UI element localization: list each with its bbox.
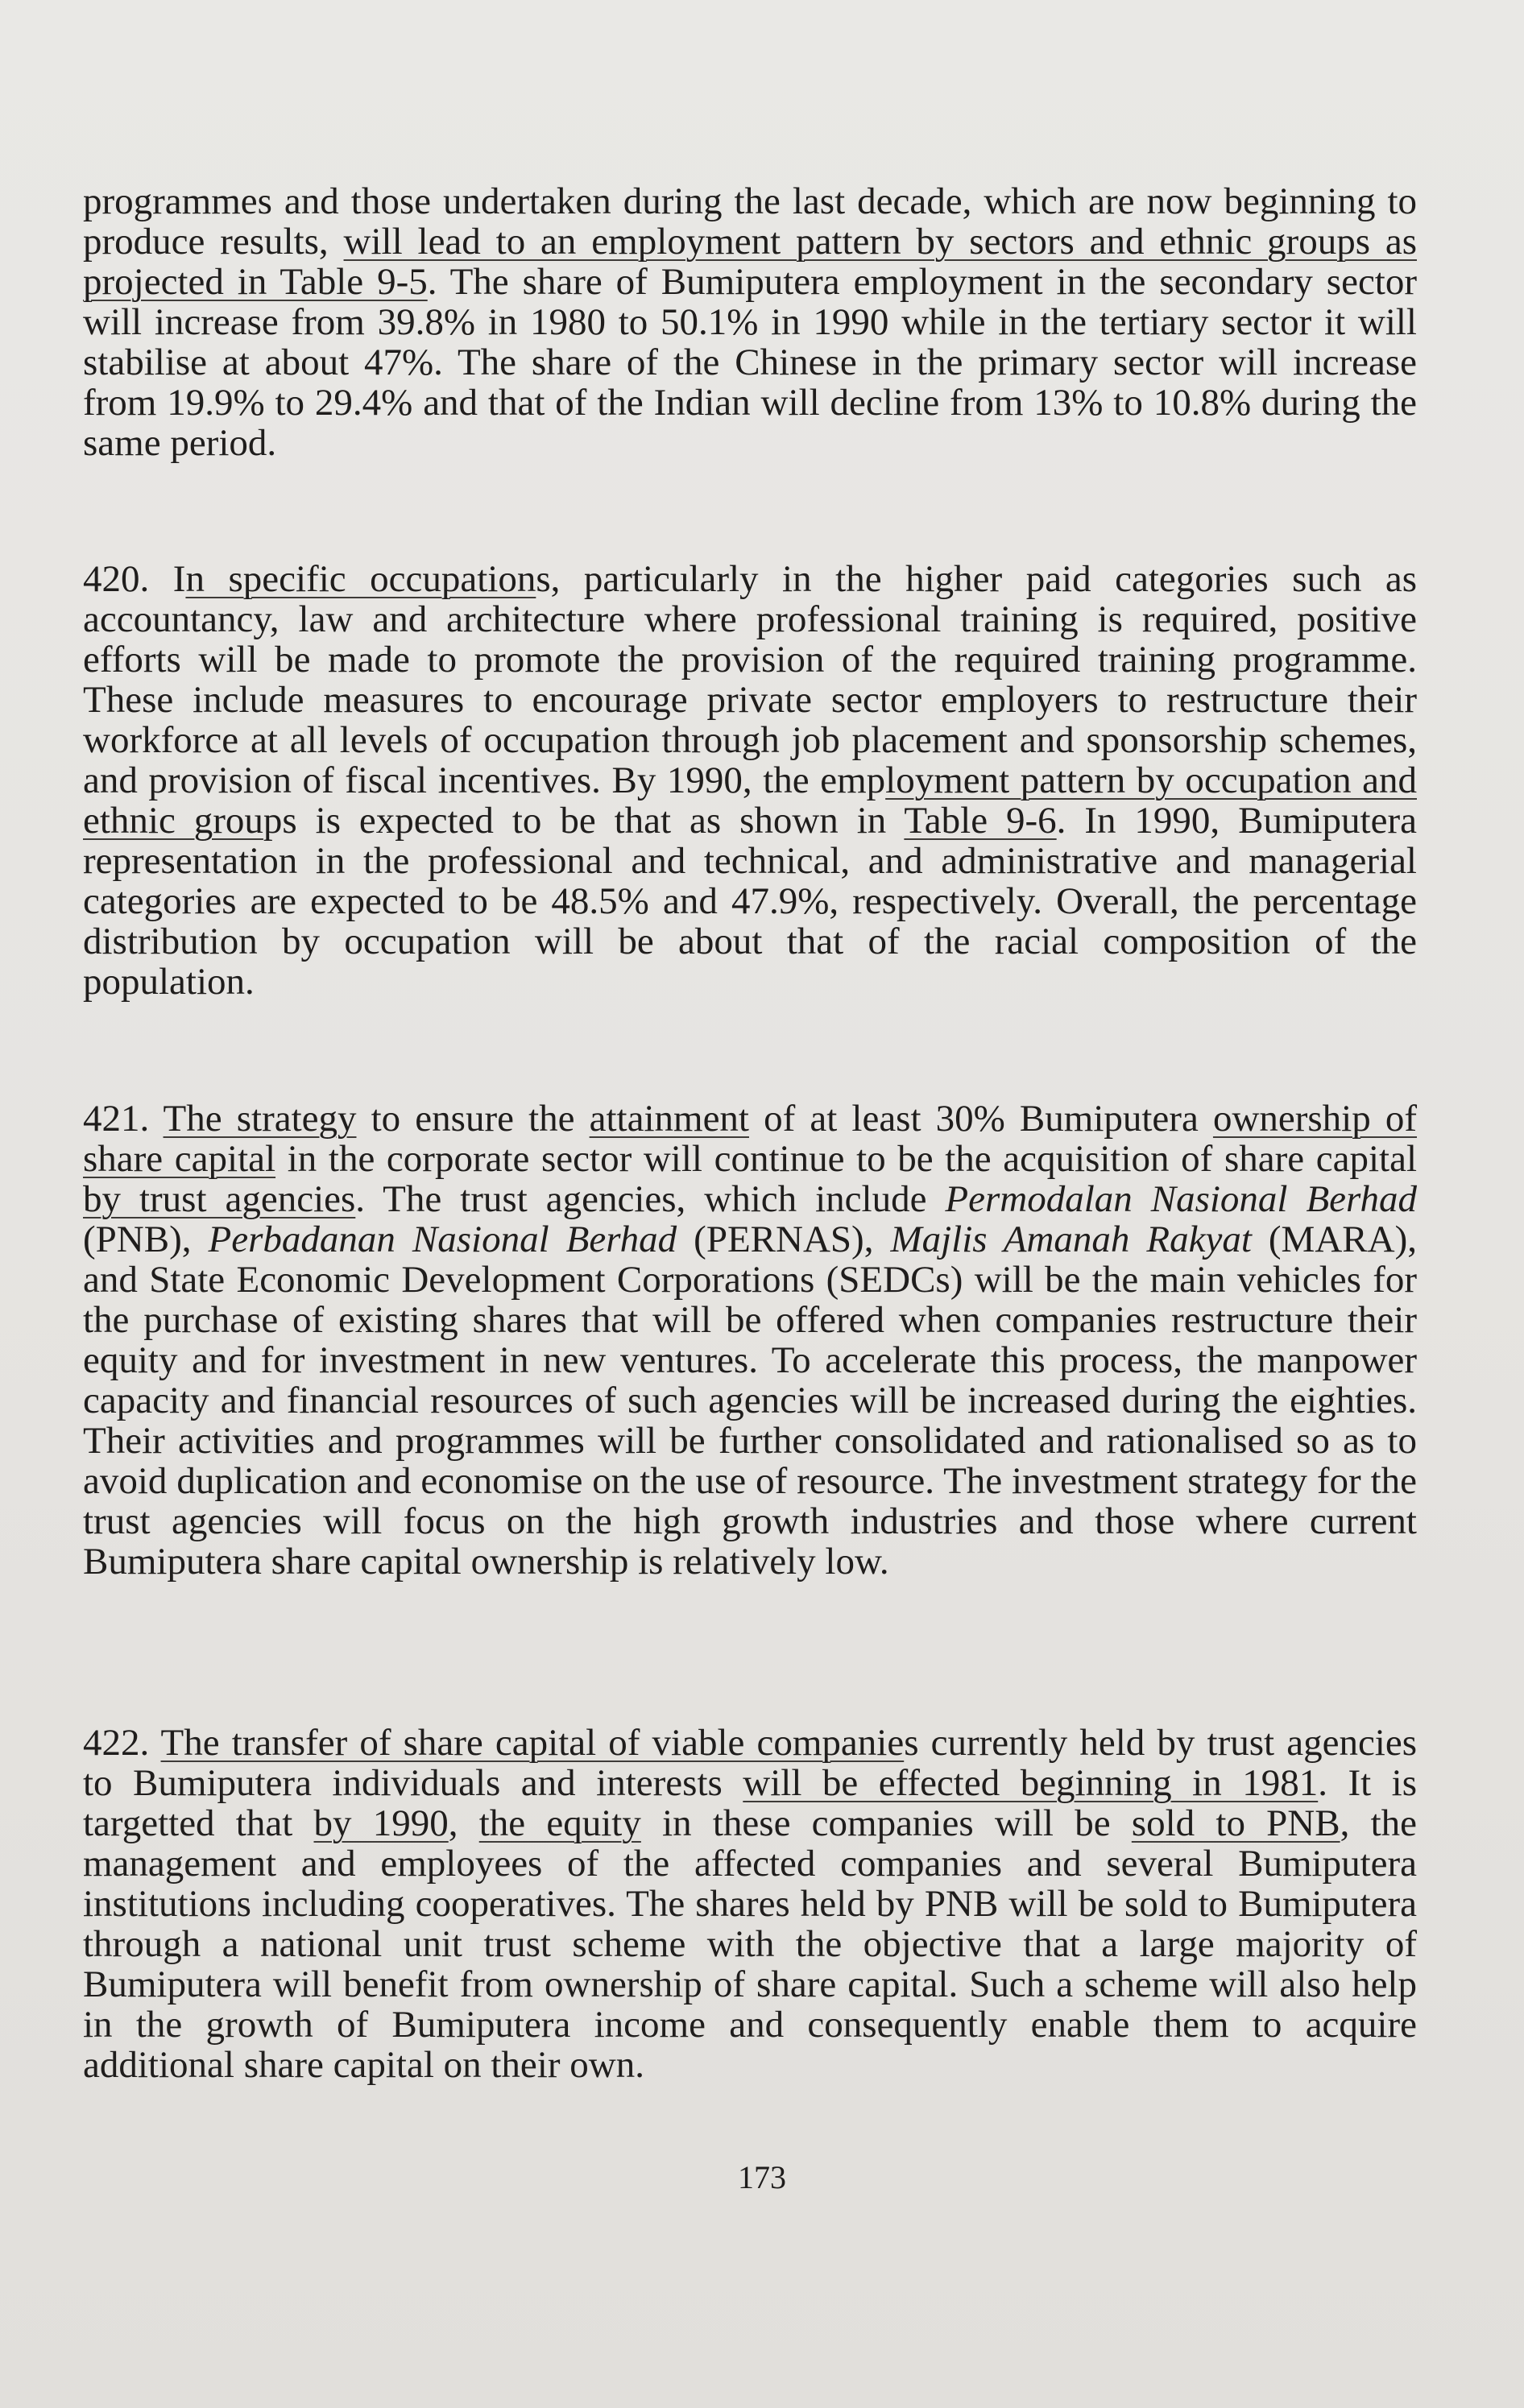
underlined-text: The transfer of share capital of viable companie: [160, 1722, 905, 1764]
underlined-text: by trust agencies: [83, 1178, 356, 1220]
underlined-text: n specific occupation: [185, 558, 536, 600]
paragraph-421: [83, 1098, 1417, 1582]
paragraph-text: 421. The strategy to ensure the attainment of at least 30% Bumiputera ownership of share capital in the corporate sector will continue to be the acquisition of share capital by trust agencies. The trust agencies, which include Permodalan Nasional Berhad (PNB), Perbadanan Nasional Berhad (PERNAS), Majlis Amanah Rakyat (MARA), and State Economic Development Corporations (SEDCs) will be the main vehicles for the purchase of existing shares that will be offered when companies restructure their equity and for investment in new ventures. To accelerate this process, the manpower capacity and financial resources of such agencies will be increased during the eighties. Their activities and programmes will be further consolidated and rationalised so as to avoid duplication and economise on the use of resource. The investment strategy for the trust agencies will focus on the high growth industries and those where current Bumiputera share capital ownership is relatively low.: [83, 1098, 1418, 1583]
page-number: 173: [738, 2159, 786, 2195]
underlined-text: ownership of share capital: [83, 1098, 1418, 1180]
underlined-text: The strategy: [163, 1098, 357, 1140]
paragraph-text: 420. In specific occupations, particularly in the higher paid categories such as accountancy, law and architecture where professional training is required, positive efforts will be made to promote the provision of the required training programme. These include measures to encourage private sector employers to restructure their workforce at all levels of occupation through job placement and sponsorship schemes, and provision of fiscal incentives. By 1990, the employment pattern by occupation and ethnic groups is expected to be that as shown in Table 9-6. In 1990, Bumiputera representation in the professional and technical, and administrative and managerial categories are expected to be 48.5% and 47.9%, respectively. Overall, the percentage distribution by occupation will be about that of the racial composition of the population.: [83, 558, 1417, 1003]
paragraph-number: 420.: [83, 558, 150, 600]
paragraph-number: 422.: [83, 1722, 150, 1764]
underlined-text: will lead to an employment pattern by sectors and ethnic groups as projected in Table 9-5: [83, 221, 1417, 303]
italic-agency-name: Perbadanan Nasional Berhad: [208, 1218, 677, 1260]
paragraph-419-continuation: [83, 181, 1417, 463]
underlined-text: attainment: [589, 1098, 749, 1140]
paragraph-text: programmes and those undertaken during the last decade, which are now beginning to produce results, will lead to an employment pattern by sectors and ethnic groups as projected in Table 9-5. The share of Bumiputera employment in the secondary sector will increase from 39.8% in 1980 to 50.1% in 1990 while in the tertiary sector it will stabilise at about 47%. The share of the Chinese in the primary sector will increase from 19.9% to 29.4% and that of the Indian will decline from 13% to 10.8% during the same period.: [83, 180, 1418, 464]
paragraph-number: 421.: [83, 1098, 150, 1140]
underlined-text: will be effected beginning in 1981: [743, 1762, 1319, 1804]
paragraph-420: [83, 559, 1417, 1002]
underlined-text: Table 9-6: [904, 800, 1057, 842]
italic-agency-name: Majlis Amanah Rakyat: [890, 1218, 1252, 1260]
underlined-text: sold to PNB: [1131, 1802, 1340, 1844]
paragraph-422: [83, 1723, 1417, 2085]
underlined-text: loyment pattern by occupation and ethnic grou: [83, 759, 1417, 842]
paragraph-text: 422. The transfer of share capital of viable companies currently held by trust agencies to Bumiputera individuals and interests will be effected beginning in 1981. It is targetted that by 1990, the equity in these companies will be sold to PNB, the management and employees of the affected companies and several Bumiputera institutions including cooperatives. The shares held by PNB will be sold to Bumiputera through a national unit trust scheme with the objective that a large majority of Bumiputera will benefit from ownership of share capital. Such a scheme will also help in the growth of Bumiputera income and consequently enable them to acquire additional share capital on their own.: [83, 1722, 1418, 2086]
underlined-text: the equity: [478, 1802, 641, 1844]
italic-agency-name: Permodalan Nasional Berhad: [945, 1178, 1417, 1220]
underlined-text: by 1990: [313, 1802, 449, 1844]
